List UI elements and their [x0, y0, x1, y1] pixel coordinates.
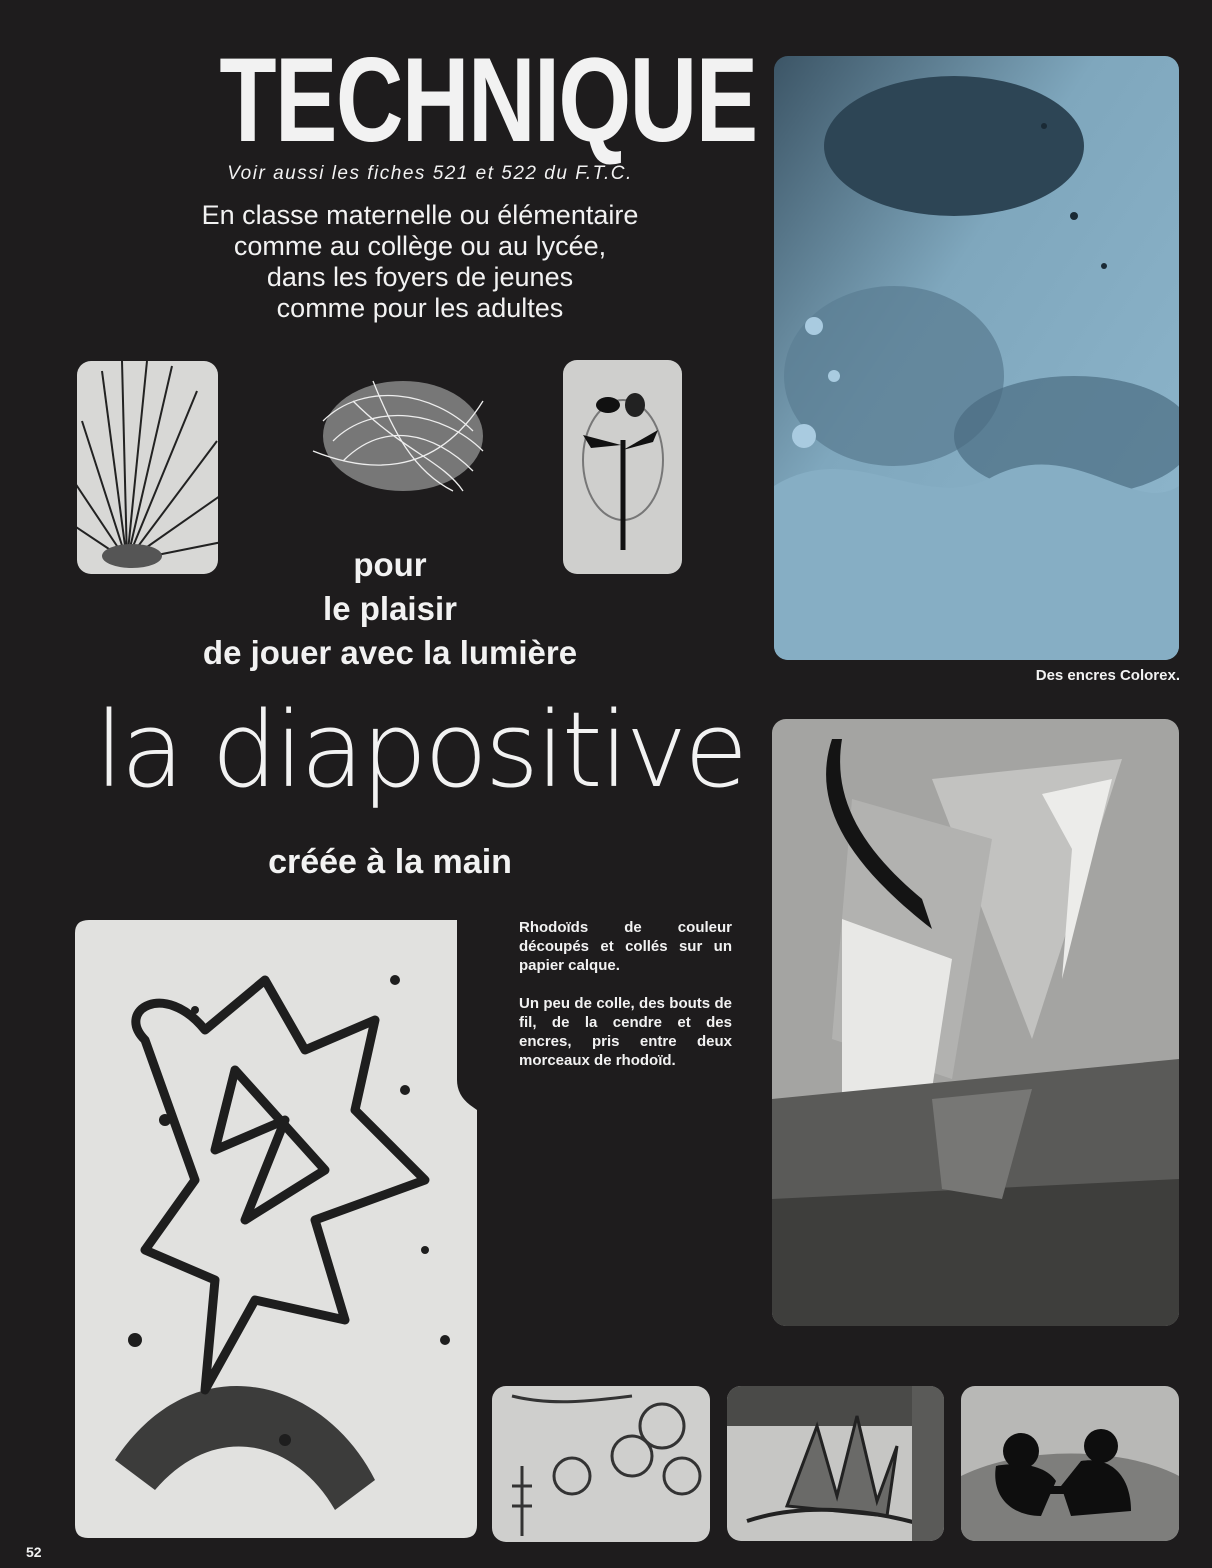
slide-silhouettes-photo — [961, 1386, 1179, 1541]
rhodoid-caption: Rhodoïds de couleur découpés et collés sur un papier calque. — [519, 919, 732, 974]
subtitle: Voir aussi les fiches 521 et 522 du F.T.C. — [227, 163, 633, 184]
colorex-caption: Des encres Colorex. — [1035, 667, 1180, 684]
slide-flower-photo — [563, 360, 682, 574]
ink-splash-photo — [75, 920, 477, 1538]
tagline — [120, 543, 660, 675]
colle-caption: Un peu de colle, des bouts de fil, de la cendre et des encres, pris entre deux morceaux de rhodoïd. — [519, 995, 732, 1069]
rhodoid-collage-photo — [772, 719, 1179, 1326]
tagline-line: pour — [353, 546, 427, 583]
intro-text — [140, 200, 700, 324]
slide-child-drawing-plant-photo — [727, 1386, 944, 1541]
intro-line: En classe maternelle ou élémentaire — [201, 200, 639, 230]
colorex-ink-photo — [774, 56, 1179, 660]
intro-line: comme pour les adultes — [276, 293, 564, 323]
tagline-line: le plaisir — [323, 590, 457, 627]
intro-line: dans les foyers de jeunes — [266, 262, 574, 292]
headline-sub: créée à la main — [268, 843, 512, 881]
notes — [519, 918, 732, 1089]
slide-child-drawing-flowers-photo — [492, 1386, 710, 1542]
page-title: TECHNIQUE — [219, 33, 757, 167]
headline: la diapositive — [94, 689, 746, 811]
page-number: 52 — [26, 1544, 42, 1560]
intro-line: comme au collège ou au lycée, — [233, 231, 607, 261]
tagline-line: de jouer avec la lumière — [202, 634, 578, 671]
slide-threads-photo — [283, 361, 495, 501]
